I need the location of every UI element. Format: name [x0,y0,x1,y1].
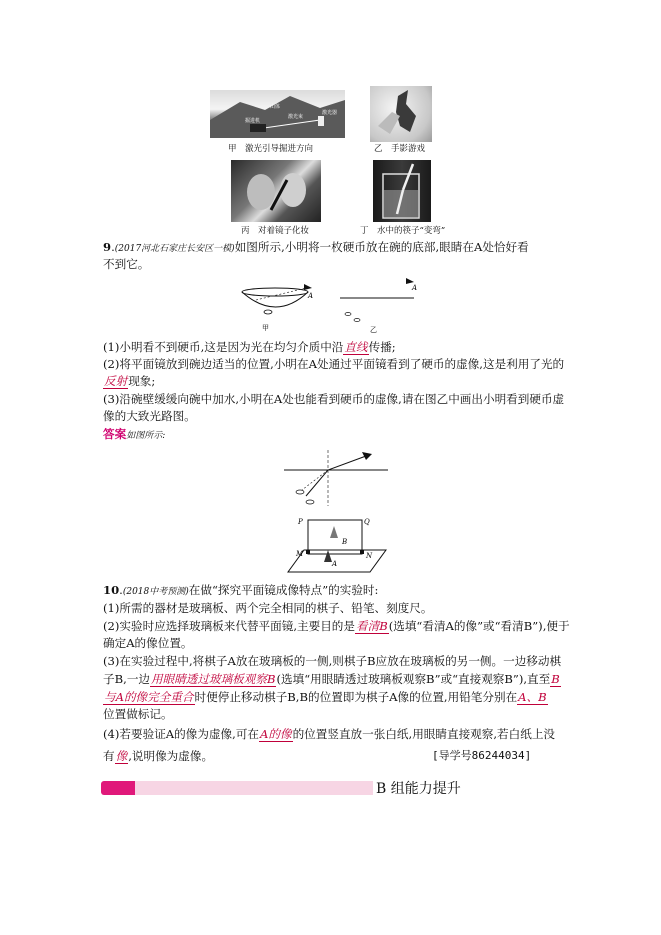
mirror-face-graphic [231,160,321,222]
q9-part3-line1: (3)沿碗壁缓缓向碗中加水,小明在A处也能看到硬币的虚像,请在图乙中画出小明看到硬币虚 [103,392,565,406]
caption-bing: 丙 对着镜子化妆 [241,226,310,236]
q10-part4-line1 [103,726,555,742]
q10-part3-line1: (3)在实验过程中,将棋子A放在玻璃板的一侧,则棋子B应放在玻璃板的另一侧。一边移动棋 [103,654,562,668]
q10-p4-answer2: 像 [115,749,128,763]
q10-p4-text: (4)若要验证A的像为虚像,可在 [103,727,260,741]
jia-label-laser: 激光器 [322,110,338,116]
q9-part2-line2 [103,373,155,389]
q9-part2-line1: (2)将平面镜放到碗边适当的位置,小明在A处通过平面镜看到了硬币的虚像,这是利用了光的 [103,357,565,371]
q10-p3-l2-before: 子B, [103,672,127,686]
caption-ding: 丁 水中的筷子“变弯” [360,226,446,236]
fig-jia-A: A [308,292,314,300]
q10-part3-line4: 位置做标记。 [103,707,173,721]
q10-p2-text: (2)实验时应选择玻璃板来代替平面镜,主要目的是 [103,619,355,633]
section-title: B 组能力提升 [376,781,461,797]
q10-source: (2018中考预测) [122,587,189,597]
q10-p3-answer1: 用眼睛透过玻璃板观察B [151,672,276,686]
photo-makeup-mirror [231,160,321,222]
q10-p3-answer2b: 与A的像完全重合 [104,690,194,704]
fig-jia-label: 甲 [262,324,269,332]
q9-p1-after: 传播; [368,340,396,354]
q10-p2-answer: 看清B [356,619,388,633]
q10-part1: (1)所需的器材是玻璃板、两个完全相同的棋子、铅笔、刻度尺。 [103,601,433,615]
mirror-label-M: M [296,550,304,558]
q9-p1-answer: 直线 [344,340,368,354]
q10-p2-after: (选填“看清A的像”或“看清B”),便于 [388,619,570,633]
q10-p3-answer3: A、B [518,690,547,704]
q10-intro-text: 在做“探究平面镜成像特点”的实验时: [188,583,379,597]
q10-p4-after: 的位置竖直放一张白纸,用眼睛直接观察,若白纸上没 [292,727,556,741]
q10-part3-line3 [103,689,548,705]
q9-part3-line2: 像的大致光路图。 [103,409,196,423]
photo-laser-tunnel [210,90,345,138]
q10-p3-l2-mid: 一边 [126,672,151,686]
jia-label-mountain: 山体 [270,104,281,110]
q10-p3-l3-mid: 时便停止移动棋子B,B的位置即为棋子A像的位置,用铅笔分别在 [194,690,518,704]
answer-label: 答案 [103,427,127,441]
q9-bowl-figure [236,272,436,334]
q9-source: (2017河北石家庄长安区一模) [114,244,235,254]
q10-part3-line2 [103,671,561,687]
mirror-label-A: A [332,560,338,568]
q9-intro: 9.(2017河北石家庄长安区一模)如图所示,小明将一枚硬币放在碗的底部,眼睛在A处恰好看 [103,240,529,254]
section-accent-bar [101,781,135,795]
q9-answer-line [103,426,165,444]
photo-bent-chopstick [373,160,431,222]
glass-chopstick-graphic [373,160,431,222]
section-light-bar [135,781,373,795]
guide-number: [导学号86244034] [432,749,532,762]
answer-text: 如图所示: [126,431,166,441]
q10-number: 10 [103,583,120,597]
q10-part4-line2 [103,748,213,764]
fig-yi-A: A [412,284,418,292]
q10-intro: 10.(2018中考预测)在做“探究平面镜成像特点”的实验时: [103,583,379,597]
q10-p4-l2-after: ,说明像为虚像。 [128,749,214,763]
mirror-label-P: P [298,518,303,526]
q10-p4-l2-before: 有 [103,749,115,763]
hand-shadow-graphic [370,86,432,142]
q10-p4-answer1: A的像 [260,727,292,741]
answer-refraction-diagram [282,448,392,508]
q10-part2-line1 [103,618,570,634]
mirror-experiment-figure [284,514,394,576]
photo-hand-shadow [370,86,432,142]
mirror-label-N: N [366,552,373,560]
q10-p3-answer2a: B [551,672,560,686]
mirror-label-Q: Q [364,518,370,526]
fig-yi-label: 乙 [370,326,377,334]
jia-label-machine: 掘进机 [245,118,261,124]
q10-p3-l2-after: (选填“用眼睛透过玻璃板观察B”或“直接观察B”),直至 [276,672,551,686]
q9-p1-text: (1)小明看不到硬币,这是因为光在均匀介质中沿 [103,340,344,354]
mirror-label-B: B [342,538,348,546]
q9-p2-answer: 反射 [104,374,128,388]
q9-number: 9 [103,240,112,254]
jia-label-beam: 激光束 [288,114,304,120]
q9-part1 [103,339,396,355]
tunnel-scene-graphic [210,90,345,138]
q9-p2-after: 现象; [128,374,156,388]
q10-part2-line2: 确定A的像位置。 [103,636,193,650]
caption-yi: 乙 手影游戏 [374,144,426,154]
q9-intro-text: 如图所示,小明将一枚硬币放在碗的底部,眼睛在A处恰好看 [234,240,529,254]
caption-jia: 甲 激光引导掘进方向 [228,144,314,154]
q9-intro-line2: 不到它。 [103,257,150,271]
